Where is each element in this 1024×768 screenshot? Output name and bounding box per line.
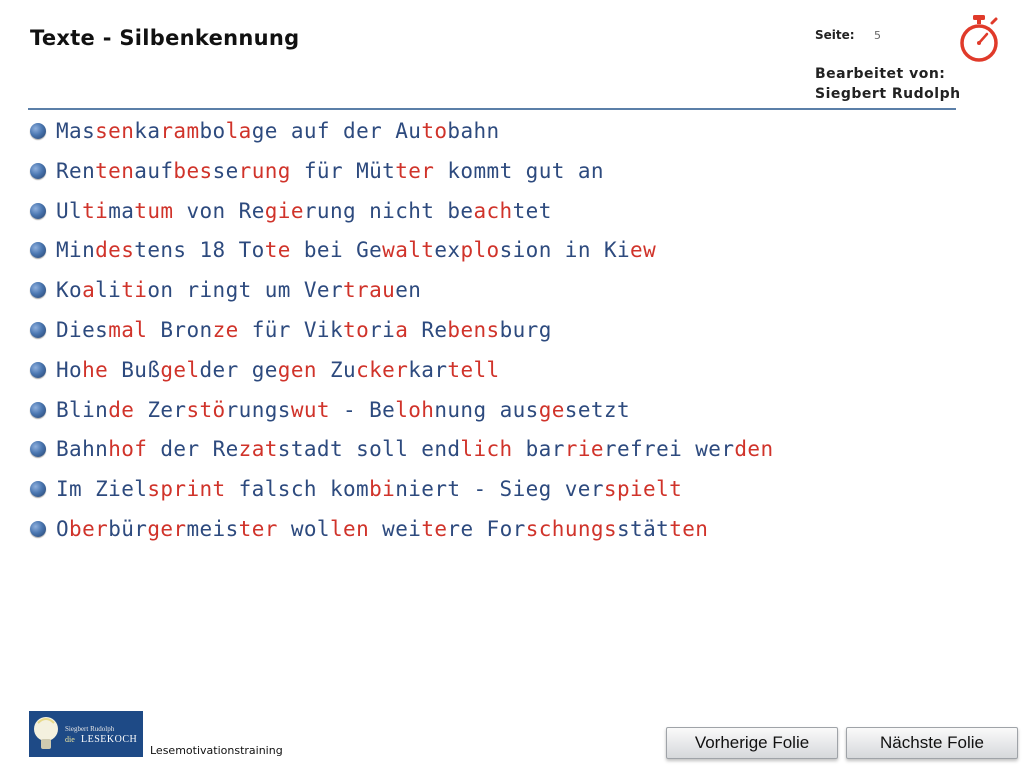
syllable: ri (369, 318, 396, 342)
syllable: kommt (447, 158, 526, 183)
syllable: ex (434, 238, 461, 263)
syllable: von (186, 198, 239, 223)
stopwatch-icon[interactable] (956, 14, 1002, 64)
text-line (30, 434, 774, 464)
bullet-icon (30, 441, 46, 457)
syllable: Sieg (499, 477, 565, 502)
text-line (30, 395, 630, 425)
next-slide-button[interactable]: Nächste Folie (846, 727, 1018, 759)
syllable: Blin (56, 397, 109, 422)
syllable: Ho (56, 357, 83, 382)
syllable: meis (186, 517, 239, 541)
syllable: wer (695, 437, 735, 462)
syllable: schungs (525, 517, 617, 541)
syllable: ringt (186, 278, 265, 303)
syllable: he (82, 357, 122, 382)
text-line (30, 474, 682, 504)
syllable: gen (277, 357, 330, 382)
syllable: end (421, 437, 461, 462)
line-text (56, 318, 552, 342)
syllable: lich (460, 437, 526, 462)
syllable: Ziel (95, 477, 148, 502)
syllable: O (56, 517, 70, 541)
syllable: ma (108, 198, 135, 223)
syllable: in (564, 238, 604, 263)
line-text (56, 437, 774, 461)
syllable: ten (95, 158, 135, 183)
syllable: Ul (56, 198, 83, 223)
syllable: burg (499, 318, 552, 342)
syllable: ram (160, 119, 200, 143)
syllable: on (147, 278, 187, 303)
syllable: der (160, 437, 213, 462)
syllable: tell (447, 357, 500, 382)
syllable: cker (356, 357, 409, 382)
page-label: Seite: (815, 28, 855, 42)
text-line (30, 315, 552, 345)
bullet-icon (30, 481, 46, 497)
syllable: gel (160, 357, 200, 382)
syllable: Be (369, 397, 396, 422)
syllable: se (212, 158, 239, 183)
syllable: Bron (160, 318, 213, 342)
syllable: stät (617, 517, 670, 541)
syllable: loh (395, 397, 435, 422)
syllable: stö (186, 397, 226, 422)
syllable: Re (421, 318, 448, 342)
bullet-icon (30, 282, 46, 298)
line-text (56, 199, 552, 223)
syllable: be (447, 198, 474, 223)
syllable: Vik (303, 318, 344, 342)
text-line (30, 514, 708, 544)
syllable: trau (343, 278, 396, 303)
logo-prefix-text: die (65, 735, 75, 744)
syllable: ter (395, 158, 448, 183)
syllable: Ren (56, 158, 96, 183)
syllable: nung (434, 397, 500, 422)
syllable: setzt (564, 397, 631, 422)
syllable: für (251, 318, 304, 342)
syllable: - (343, 397, 370, 422)
syllable: ge (251, 357, 278, 382)
syllable: bür (108, 517, 148, 541)
syllable: tet (512, 198, 552, 223)
syllable: um (264, 278, 304, 303)
syllable: hof (108, 437, 161, 462)
syllable: der (343, 119, 396, 143)
syllable: Zu (329, 357, 357, 382)
text-line (30, 235, 656, 265)
syllable: frei (630, 437, 696, 462)
line-text (56, 119, 500, 143)
syllable: Au (395, 119, 422, 143)
syllable: Ko (56, 278, 83, 303)
syllable: Zer (147, 397, 187, 422)
syllable: te (264, 238, 304, 263)
syllable: Bahn (56, 437, 109, 462)
syllable: ach (473, 198, 513, 223)
syllable: nicht (369, 198, 448, 223)
syllable: - (473, 477, 500, 502)
line-text (56, 238, 656, 262)
syllable: Min (56, 238, 96, 263)
syllable: Ki (603, 238, 631, 263)
syllable: Re (212, 437, 239, 462)
line-text (56, 159, 604, 183)
syllable: Ge (356, 238, 383, 263)
syllable: te (421, 517, 448, 541)
previous-slide-button[interactable]: Vorherige Folie (666, 727, 838, 759)
syllable: wol (290, 517, 330, 541)
syllable: ver (564, 477, 604, 502)
syllable: rie (564, 437, 604, 462)
bullet-icon (30, 203, 46, 219)
syllable: sen (95, 119, 135, 143)
syllable: ew (630, 238, 657, 263)
footer-label: Lesemotivationstraining (150, 744, 283, 757)
lesekoch-logo (29, 711, 143, 757)
header-divider (28, 108, 956, 110)
syllable: ti (121, 278, 148, 303)
syllable: sprint (147, 477, 239, 502)
syllable: ten (669, 517, 709, 541)
bullet-icon (30, 123, 46, 139)
bullet-icon (30, 163, 46, 179)
syllable: la (225, 119, 252, 143)
syllable: ge (538, 397, 565, 422)
syllable: de (108, 397, 148, 422)
syllable: ti (82, 198, 109, 223)
syllable: Ver (303, 278, 344, 303)
syllable: der (199, 357, 252, 382)
syllable: für (303, 158, 357, 183)
syllable: bo (199, 119, 226, 143)
logo-top-text: Siegbert Rudolph (65, 725, 115, 733)
syllable: bens (447, 318, 500, 342)
bullet-icon (30, 402, 46, 418)
text-line (30, 116, 500, 146)
syllable: plo (460, 238, 500, 263)
syllable: bes (173, 158, 213, 183)
syllable: to (343, 318, 370, 342)
syllable: Müt (356, 158, 396, 183)
syllable: Im (56, 477, 96, 502)
line-text (56, 398, 630, 422)
syllable: ger (147, 517, 187, 541)
page-number: 5 (874, 29, 881, 42)
syllable: To (238, 238, 265, 263)
syllable: bahn (447, 119, 500, 143)
syllable: gut (525, 158, 578, 183)
line-text (56, 477, 682, 501)
line-text (56, 358, 500, 382)
bullet-icon (30, 362, 46, 378)
bullet-icon (30, 521, 46, 537)
syllable: kom (329, 477, 370, 502)
syllable: Buß (121, 357, 161, 382)
syllable: 18 (199, 238, 239, 263)
syllable: des (95, 238, 135, 263)
syllable: bar (525, 437, 565, 462)
syllable: gie (264, 198, 304, 223)
syllable: li (95, 278, 122, 303)
text-line (30, 275, 421, 305)
syllable: sion (499, 238, 565, 263)
syllable: falsch (238, 477, 330, 502)
text-line (30, 196, 552, 226)
syllable: re (447, 517, 487, 541)
syllable: bei (303, 238, 357, 263)
syllable: rungs (225, 397, 291, 422)
syllable: a (82, 278, 96, 303)
text-line (30, 355, 500, 385)
syllable: zat (238, 437, 278, 462)
syllable: Dies (56, 318, 109, 342)
line-text (56, 517, 708, 541)
syllable: an (577, 158, 604, 183)
syllable: mal (108, 318, 161, 342)
syllable: rung (238, 158, 304, 183)
syllable: aus (499, 397, 539, 422)
line-text (56, 278, 421, 302)
text-line (30, 156, 604, 186)
editor-label: Bearbeitet von: (815, 66, 946, 82)
syllable: Re (238, 198, 265, 223)
syllable: ter (238, 517, 291, 541)
syllable: rung (303, 198, 370, 223)
editor-name: Siegbert Rudolph (815, 86, 961, 102)
syllable: len (329, 517, 383, 541)
syllable: ka (134, 119, 161, 143)
syllable: wut (290, 397, 344, 422)
syllable: a (395, 318, 422, 342)
syllable: Mas (56, 119, 96, 143)
syllable: soll (356, 437, 422, 462)
syllable: auf (290, 119, 344, 143)
syllable: stadt (277, 437, 357, 462)
syllable: kar (408, 357, 448, 382)
page-title: Texte - Silbenkennung (30, 26, 300, 50)
syllable: bi (369, 477, 396, 502)
syllable: ze (212, 318, 252, 342)
syllable: For (486, 517, 526, 541)
bullet-icon (30, 322, 46, 338)
syllable: den (734, 437, 774, 462)
bullet-icon (30, 242, 46, 258)
syllable: walt (382, 238, 435, 263)
syllable: spielt (603, 477, 683, 502)
logo-main-text: LESEKOCH (81, 734, 138, 745)
syllable: tum (134, 198, 187, 223)
syllable: wei (382, 517, 422, 541)
syllable: ge (251, 119, 291, 143)
syllable: tens (134, 238, 200, 263)
syllable: ber (69, 517, 109, 541)
syllable: to (421, 119, 448, 143)
syllable: re (603, 437, 631, 462)
syllable: auf (134, 158, 174, 183)
syllable: en (395, 278, 422, 303)
syllable: niert (395, 477, 474, 502)
